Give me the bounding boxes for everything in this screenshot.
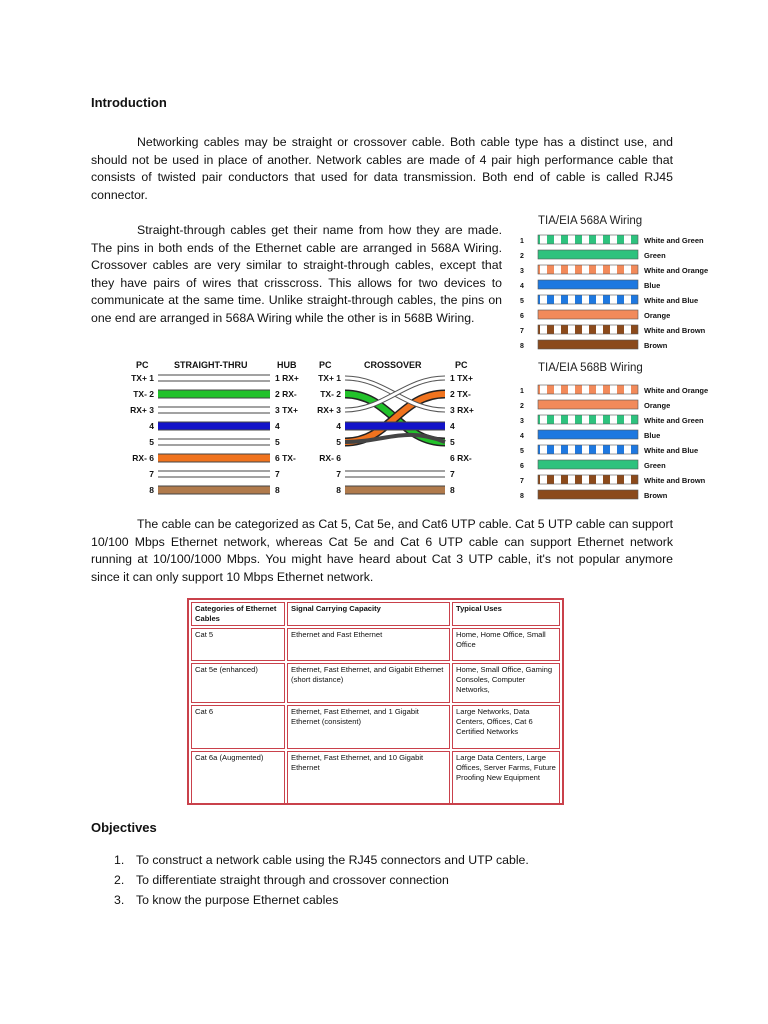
- straight-right-title: HUB: [277, 360, 297, 370]
- wiring-wire-label: Orange: [644, 401, 671, 410]
- wiring-wire-label: Orange: [644, 311, 671, 320]
- ethernet-categories-table: [187, 598, 564, 805]
- cross-left-pin-label: 7: [336, 469, 341, 479]
- straight-left-pin-label: TX+ 1: [131, 373, 154, 383]
- wiring-pin-number: 2: [520, 403, 524, 410]
- straight-through-paragraph: Straight-through cables get their name from how they are made. The pins in both ends of the Ethernet cable are arranged in 568A Wiring. Crossover cables are very similar to straight-through cables, except that they have pairs of wires that crisscross. This allows for two devices to communicate at the same time. Unlike straight-through cables, the pins on one end are arranged in 568A Wiring while the other is in 568B Wiring.: [91, 223, 502, 325]
- cross-left-pin-label: 4: [336, 421, 341, 431]
- straight-right-pin-label: 4: [275, 421, 280, 431]
- wiring-wire-swatch: [538, 490, 638, 499]
- cross-right-pin-label: 1 TX+: [450, 373, 473, 383]
- wiring-wire-label: Blue: [644, 281, 661, 290]
- cross-right-pin-label: 3 RX+: [450, 405, 474, 415]
- wiring-wire-label: White and Green: [644, 236, 704, 245]
- wiring-pin-number: 1: [520, 238, 524, 245]
- wiring-568b-rows: [520, 385, 708, 500]
- wiring-wire-swatch: [538, 460, 638, 469]
- table-cell: Ethernet, Fast Ethernet, and 1 Gigabit Ethernet (consistent): [287, 705, 450, 749]
- wiring-568a-title: TIA/EIA 568A Wiring: [538, 215, 643, 227]
- wiring-wire-label: White and Blue: [644, 296, 699, 305]
- wiring-wire-swatch: [538, 445, 638, 454]
- wiring-wire-swatch: [538, 340, 638, 349]
- wiring-pin-number: 5: [520, 448, 524, 455]
- wiring-wire-label: White and Green: [644, 416, 704, 425]
- wiring-wire-label: Blue: [644, 431, 661, 440]
- straight-right-pin-label: 8: [275, 485, 280, 495]
- table-header-cell: Typical Uses: [452, 602, 560, 626]
- table-header-row: [191, 602, 560, 626]
- straight-right-pin-label: 5: [275, 437, 280, 447]
- table-header-cell: Signal Carrying Capacity: [287, 602, 450, 626]
- wiring-wire-swatch: [538, 265, 638, 274]
- wiring-wire-label: Brown: [644, 491, 668, 500]
- wiring-pin-number: 3: [520, 418, 524, 425]
- wiring-pin-number: 7: [520, 328, 524, 335]
- wiring-pin-number: 4: [520, 433, 524, 440]
- cable-pinout-diagram: [120, 358, 490, 504]
- wiring-pin-number: 6: [520, 313, 524, 320]
- wiring-wire-label: Green: [644, 461, 666, 470]
- cross-right-pin-label: 4: [450, 421, 455, 431]
- wiring-wire-swatch: [538, 475, 638, 484]
- wiring-wire-label: Brown: [644, 341, 668, 350]
- crossover-wires: [345, 378, 445, 490]
- table-cell: Home, Small Office, Gaming Consoles, Computer Networks,: [452, 663, 560, 703]
- introduction-heading: Introduction: [91, 95, 167, 110]
- wiring-wire-swatch: [538, 385, 638, 394]
- table-cell: Large Data Centers, Large Offices, Server Farms, Future Proofing New Equipment: [452, 751, 560, 805]
- straight-right-pin-label: 3 TX+: [275, 405, 298, 415]
- categories-paragraph: The cable can be categorized as Cat 5, Cat 5e, and Cat6 UTP cable. Cat 5 UTP cable can support 10/100 Mbps Ethernet network, whereas Cat 5e and Cat 6 UTP cable can support Ethernet network running at 10/100/1000 Mbps. You might have heard about Cat 3 UTP cable, it's not popular anymore since it can only support 10 Mbps Ethernet network.: [91, 517, 673, 584]
- wiring-pin-number: 7: [520, 478, 524, 485]
- list-item: 3. To know the purpose Ethernet cables: [114, 893, 339, 907]
- straight-right-pin-label: 6 TX-: [275, 453, 296, 463]
- list-item: 2. To differentiate straight through and crossover connection: [114, 873, 449, 887]
- straight-mid-title: STRAIGHT-THRU: [174, 360, 248, 370]
- straight-left-pin-label: RX+ 3: [130, 405, 154, 415]
- table-cell: Ethernet, Fast Ethernet, and 10 Gigabit Ethernet: [287, 751, 450, 805]
- table-row: [191, 751, 560, 805]
- straight-wires: [158, 378, 270, 490]
- wiring-pin-number: 6: [520, 463, 524, 470]
- wiring-wire-swatch: [538, 400, 638, 409]
- straight-left-pin-label: RX- 6: [132, 453, 154, 463]
- table-cell: Cat 5e (enhanced): [191, 663, 285, 703]
- wiring-wire-label: White and Brown: [644, 476, 706, 485]
- cross-left-pin-label: 8: [336, 485, 341, 495]
- table-row: [191, 705, 560, 749]
- table-row: [191, 628, 560, 661]
- wiring-568b-title: TIA/EIA 568B Wiring: [538, 362, 643, 374]
- cross-left-pin-label: 5: [336, 437, 341, 447]
- wiring-pin-number: 5: [520, 298, 524, 305]
- wiring-wire-label: White and Blue: [644, 446, 699, 455]
- wiring-wire-swatch: [538, 280, 638, 289]
- wiring-wire-swatch: [538, 235, 638, 244]
- cross-left-pin-label: TX+ 1: [318, 373, 341, 383]
- straight-right-pin-label: 1 RX+: [275, 373, 299, 383]
- wiring-pin-number: 1: [520, 388, 524, 395]
- wiring-wire-swatch: [538, 325, 638, 334]
- straight-right-pin-label: 2 RX-: [275, 389, 297, 399]
- straight-left-pin-label: 4: [149, 421, 154, 431]
- cross-right-pin-label: 8: [450, 485, 455, 495]
- cross-right-pin-label: 5: [450, 437, 455, 447]
- intro-paragraph: Networking cables may be straight or crossover cable. Both cable type has a distinct use, and should not be used in place of another. Network cables are made of 4 pair high performance cable that consists of twisted pair conductors that used for data transmission. Both end of cable is called RJ45 connector.: [91, 135, 673, 202]
- cross-left-pin-label: RX- 6: [319, 453, 341, 463]
- wiring-wire-swatch: [538, 430, 638, 439]
- cross-left-title: PC: [319, 360, 332, 370]
- cross-left-pin-label: TX- 2: [320, 389, 341, 399]
- wiring-wire-swatch: [538, 295, 638, 304]
- wiring-wire-swatch: [538, 415, 638, 424]
- wiring-wire-label: Green: [644, 251, 666, 260]
- table-cell: Home, Home Office, Small Office: [452, 628, 560, 661]
- wiring-pin-number: 4: [520, 283, 524, 290]
- wiring-wire-label: White and Brown: [644, 326, 706, 335]
- cross-left-pin-label: RX+ 3: [317, 405, 341, 415]
- table-cell: Cat 6a (Augmented): [191, 751, 285, 805]
- table-cell: Ethernet, Fast Ethernet, and Gigabit Ethernet (short distance): [287, 663, 450, 703]
- wiring-pin-number: 2: [520, 253, 524, 260]
- table-cell: Cat 5: [191, 628, 285, 661]
- wiring-wire-swatch: [538, 250, 638, 259]
- straight-left-pin-label: 8: [149, 485, 154, 495]
- wiring-568a-rows: [520, 235, 708, 350]
- objectives-list: [114, 850, 529, 910]
- wiring-wire-swatch: [538, 310, 638, 319]
- wiring-pin-number: 8: [520, 493, 524, 500]
- cross-right-pin-label: 6 RX-: [450, 453, 472, 463]
- list-item: 1. To construct a network cable using the RJ45 connectors and UTP cable.: [114, 853, 529, 867]
- wiring-pin-number: 8: [520, 343, 524, 350]
- wiring-wire-label: White and Orange: [644, 266, 709, 275]
- straight-left-pin-label: 7: [149, 469, 154, 479]
- straight-left-title: PC: [136, 360, 149, 370]
- straight-left-pin-label: TX- 2: [133, 389, 154, 399]
- wiring-wire-label: White and Orange: [644, 386, 709, 395]
- straight-left-pin-label: 5: [149, 437, 154, 447]
- straight-right-pin-label: 7: [275, 469, 280, 479]
- table-cell: Ethernet and Fast Ethernet: [287, 628, 450, 661]
- table-row: [191, 663, 560, 703]
- cross-right-title: PC: [455, 360, 468, 370]
- table-cell: Large Networks, Data Centers, Offices, Cat 6 Certified Networks: [452, 705, 560, 749]
- wiring-pin-number: 3: [520, 268, 524, 275]
- cross-right-pin-label: 7: [450, 469, 455, 479]
- table-header-cell: Categories of Ethernet Cables: [191, 602, 285, 626]
- objectives-heading: Objectives: [91, 820, 157, 835]
- cross-right-pin-label: 2 TX-: [450, 389, 471, 399]
- table-cell: Cat 6: [191, 705, 285, 749]
- cross-mid-title: CROSSOVER: [364, 360, 422, 370]
- wiring-standards-diagram: [512, 210, 712, 504]
